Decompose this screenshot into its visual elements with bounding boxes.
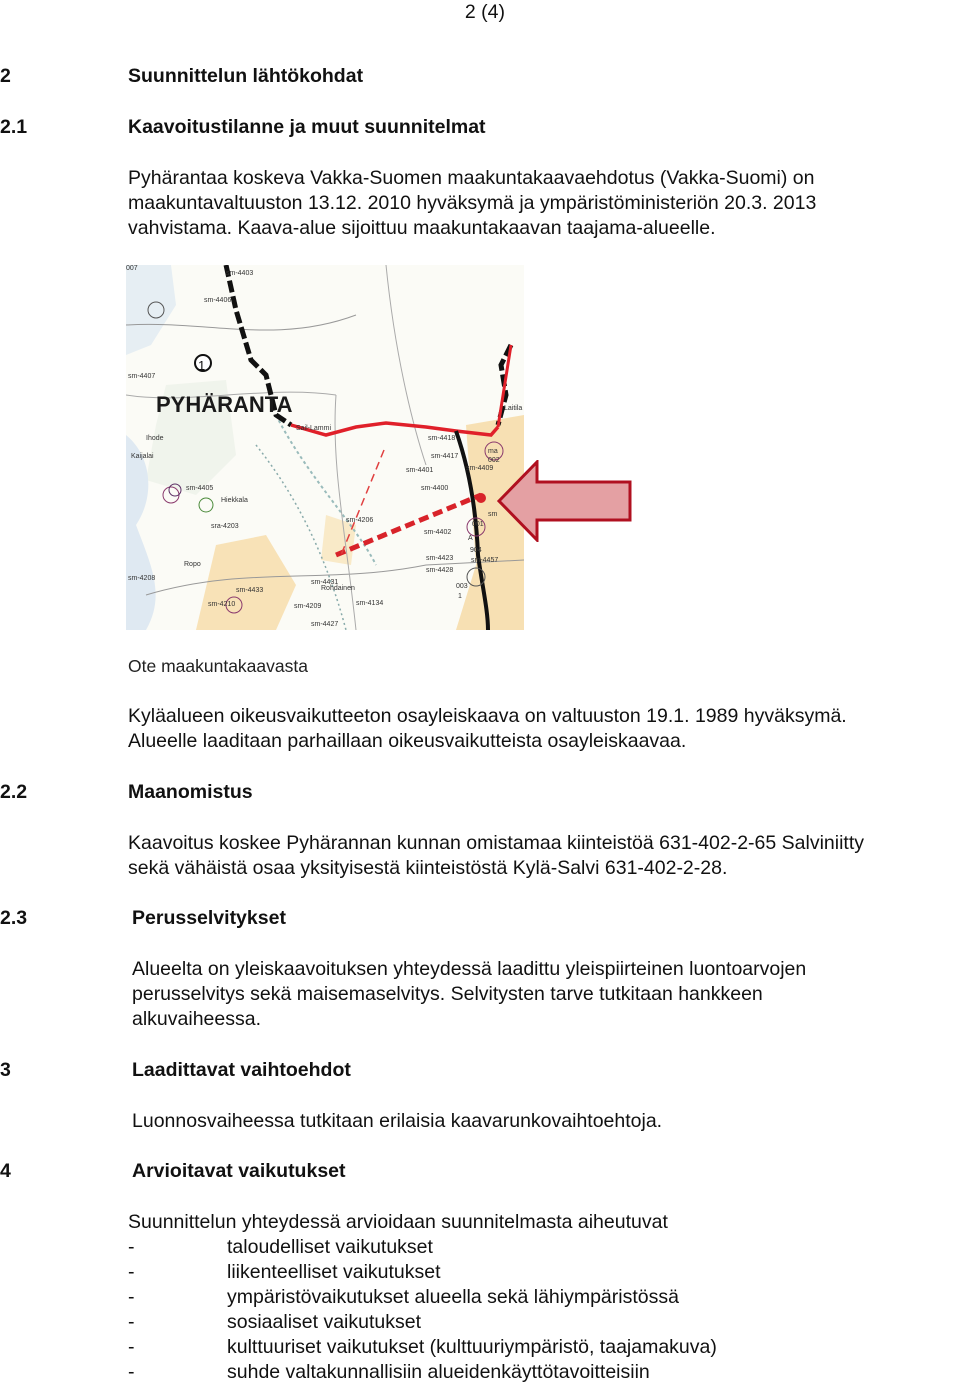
paragraph-line: Alueelta on yleiskaavoituksen yhteydessä laadittu yleispiirteinen luontoarvojen	[132, 958, 807, 980]
section-2-1-title: Kaavoitustilanne ja muut suunnitelmat	[128, 116, 486, 138]
map-label: 002	[488, 457, 500, 464]
paragraph-line: sekä vähäistä osaa yksityisestä kiinteistöstä Kylä-Salvi 631-402-2-28.	[128, 857, 728, 879]
paragraph-line: Pyhärantaa koskeva Vakka-Suomen maakuntakaavaehdotus (Vakka-Suomi) on	[128, 167, 815, 189]
section-2-2-title: Maanomistus	[128, 781, 253, 803]
map-label: sm-4407	[128, 373, 156, 380]
map-drawing	[126, 265, 524, 630]
section-2-number: 2	[0, 65, 11, 87]
map-label: Sail-Lammi	[296, 425, 332, 432]
map-label: sm-4401	[406, 467, 434, 474]
map-label: A	[468, 535, 473, 542]
map-label: sm-4423	[426, 555, 454, 562]
map-label: sm-4428	[426, 567, 454, 574]
list-intro: Suunnittelun yhteydessä arvioidaan suunnitelmasta aiheutuvat	[128, 1211, 668, 1233]
map-label: 003	[456, 583, 468, 590]
road-number: 1	[198, 358, 206, 373]
section-2-3-title: Perusselvitykset	[132, 907, 286, 929]
map-label: sm-4208	[128, 575, 156, 582]
map-label: sm-4400	[421, 485, 449, 492]
paragraph-line: maakuntavaltuuston 13.12. 2010 hyväksymä ja ympäristöministeriön 20.3. 2013	[128, 192, 817, 214]
map-label: sm-4406	[204, 297, 232, 304]
map-label: sm-4427	[311, 621, 339, 628]
paragraph-line: Luonnosvaiheessa tutkitaan erilaisia kaavarunkovaihtoehtoja.	[132, 1110, 663, 1132]
map-label: ma	[488, 448, 498, 455]
map-place-name: PYHÄRANTA	[156, 392, 293, 417]
paragraph-line: Kaavoitus koskee Pyhärannan kunnan omistamaa kiinteistöä 631-402-2-65 Salviniitty	[128, 832, 865, 854]
list-item: taloudelliset vaikutukset	[227, 1236, 433, 1258]
map-label: sm-4409	[466, 465, 494, 472]
map-label: sm-4209	[294, 603, 322, 610]
section-4-number: 4	[0, 1160, 11, 1182]
list-item: ympäristövaikutukset alueella sekä lähiympäristössä	[227, 1286, 679, 1308]
paragraph-line: alkuvaiheessa.	[132, 1008, 261, 1030]
list-dash: -	[128, 1236, 135, 1258]
map-label: sm	[488, 511, 498, 518]
map-label: 007	[126, 265, 138, 272]
list-item: sosiaaliset vaikutukset	[227, 1311, 422, 1333]
paragraph-line: perusselvitys sekä maisemaselvitys. Selvitysten tarve tutkitaan hankkeen	[132, 983, 763, 1005]
location-arrow	[497, 460, 633, 542]
paragraph-line: Kyläalueen oikeusvaikutteeton osayleiskaava on valtuuston 19.1. 1989 hyväksymä.	[128, 705, 847, 727]
regional-plan-map	[126, 265, 524, 630]
section-2-2-number: 2.2	[0, 781, 28, 803]
paragraph-line: Alueelle laaditaan parhaillaan oikeusvaikutteista osayleiskaavaa.	[128, 730, 687, 752]
page-number: 2 (4)	[464, 1, 505, 23]
map-label: sra-4203	[211, 523, 239, 530]
section-3-number: 3	[0, 1059, 11, 1081]
list-dash: -	[128, 1311, 135, 1333]
section-3-title: Laadittavat vaihtoehdot	[132, 1059, 351, 1081]
section-2-3-number: 2.3	[0, 907, 28, 929]
list-item: kulttuuriset vaikutukset (kulttuuriympäristö, taajamakuva)	[227, 1336, 717, 1358]
map-label: 904	[470, 547, 482, 554]
map-label: sm-4433	[236, 587, 264, 594]
map-label: Rohdainen	[321, 585, 355, 592]
map-label: Ihode	[146, 435, 164, 442]
map-label: Laitila	[504, 405, 523, 412]
map-label: sm-4206	[346, 517, 374, 524]
list-dash: -	[128, 1361, 135, 1383]
map-label: sm-4405	[186, 485, 214, 492]
section-4-title: Arvioitavat vaikutukset	[132, 1160, 346, 1182]
map-label: sm-4210	[208, 601, 236, 608]
map-label: Hiekkala	[221, 497, 248, 504]
list-dash: -	[128, 1286, 135, 1308]
map-label: Kaijalai	[131, 453, 154, 460]
map-label: 1	[458, 593, 462, 600]
map-label: sm-4403	[226, 270, 254, 277]
map-label: sm-4417	[431, 453, 459, 460]
list-dash: -	[128, 1336, 135, 1358]
paragraph-line: vahvistama. Kaava-alue sijoittuu maakuntakaavan taajama-alueelle.	[128, 217, 716, 239]
list-item: liikenteelliset vaikutukset	[227, 1261, 441, 1283]
map-label: sm-4134	[356, 600, 384, 607]
list-item: suhde valtakunnallisiin alueidenkäyttötavoitteisiin	[227, 1361, 650, 1383]
map-label: sm-4418	[428, 435, 456, 442]
section-2-title: Suunnittelun lähtökohdat	[128, 65, 364, 87]
map-label: sm-4402	[424, 529, 452, 536]
list-dash: -	[128, 1261, 135, 1283]
map-label: 001	[472, 521, 484, 528]
section-2-1-number: 2.1	[0, 116, 28, 138]
map-caption: Ote maakuntakaavasta	[128, 656, 308, 676]
map-label: sm-4431	[311, 579, 339, 586]
map-label: Ropo	[184, 561, 201, 568]
map-label: sm-4457	[471, 557, 499, 564]
